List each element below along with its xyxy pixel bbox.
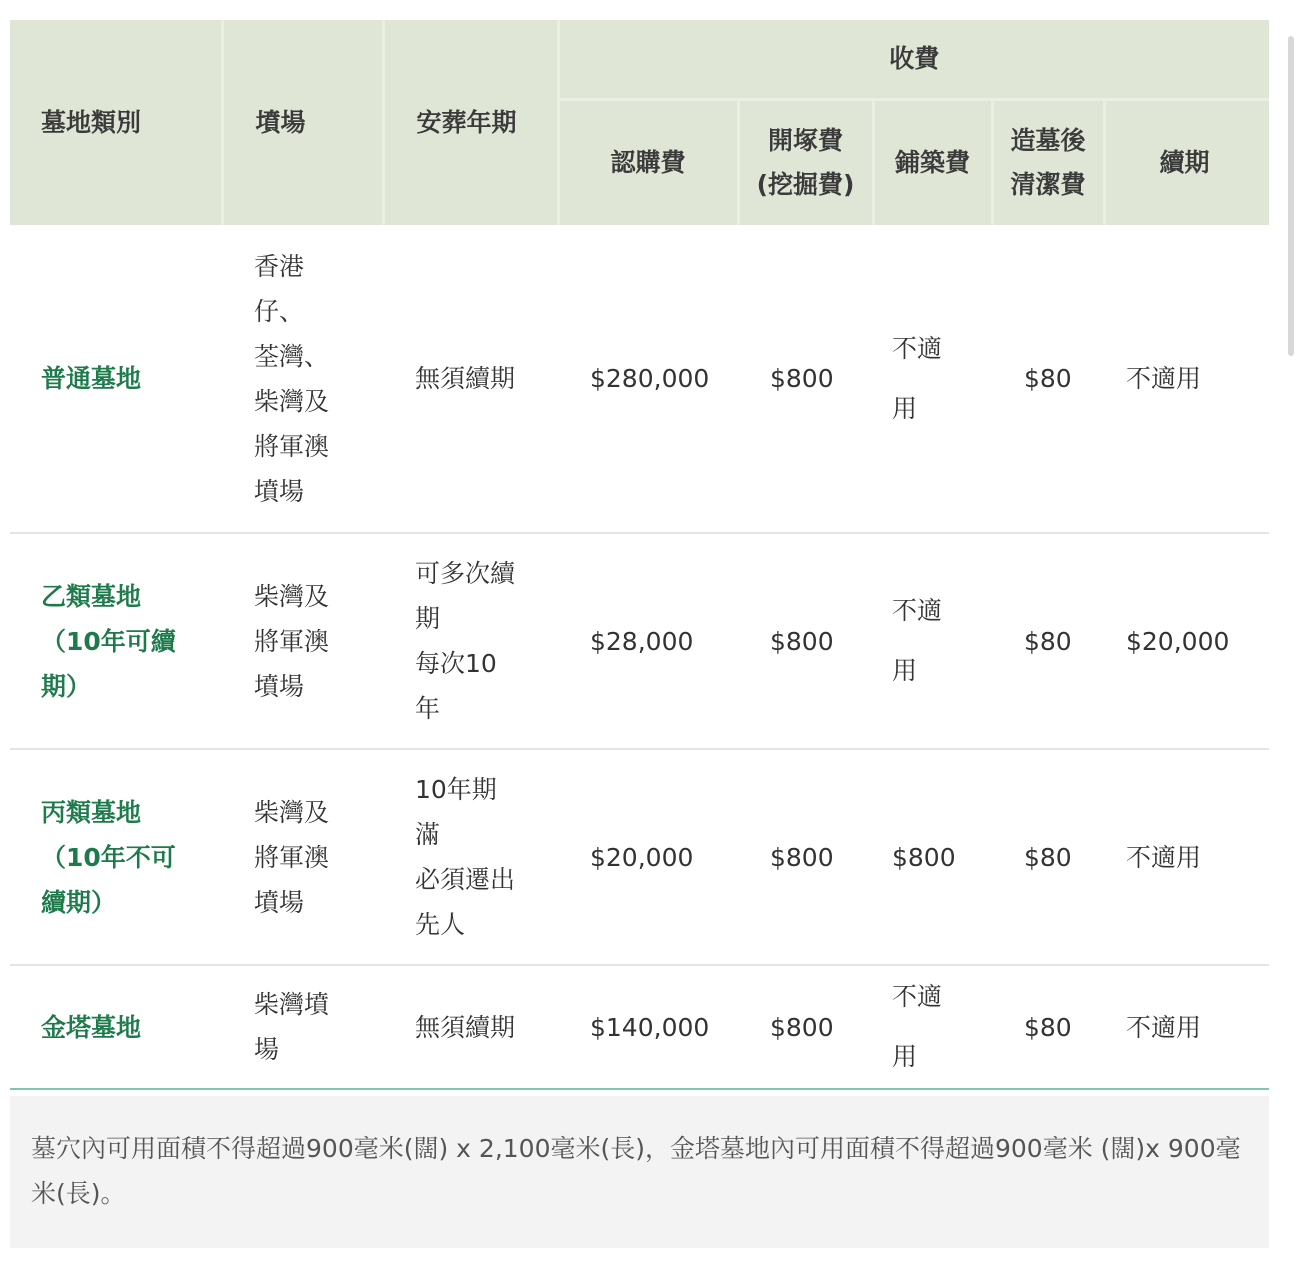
- row-type: 普通墓地: [10, 225, 222, 533]
- row-renewal-fee: 不適用: [1104, 965, 1269, 1089]
- table-header: [10, 20, 1269, 225]
- table-row: [10, 965, 1269, 1089]
- row-excavation-fee: $800: [738, 533, 873, 749]
- row-period: 可多次續 期 每次10 年: [383, 533, 558, 749]
- row-type: 金塔墓地: [10, 965, 222, 1089]
- row-excavation-fee: $800: [738, 965, 873, 1089]
- table-row: [10, 533, 1269, 749]
- row-period: 10年期 滿 必須遷出 先人: [383, 749, 558, 965]
- row-cemetery: 柴灣墳 場: [222, 965, 383, 1089]
- header-fees-group: 收費: [558, 20, 1269, 100]
- row-subscription-fee: $28,000: [558, 533, 738, 749]
- row-cemetery: 柴灣及 將軍澳 墳場: [222, 749, 383, 965]
- row-cemetery: 柴灣及 將軍澳 墳場: [222, 533, 383, 749]
- header-excavation-fee: 開塚費 (挖掘費): [738, 100, 873, 226]
- row-subscription-fee: $140,000: [558, 965, 738, 1089]
- row-renewal-fee: 不適用: [1104, 225, 1269, 533]
- header-cleaning-fee: 造墓後 清潔費: [992, 100, 1104, 226]
- page-scrollbar[interactable]: [1288, 36, 1294, 356]
- row-cleaning-fee: $80: [992, 965, 1104, 1089]
- header-type: 墓地類別: [10, 20, 222, 225]
- row-cemetery: 香港 仔、 荃灣、 柴灣及 將軍澳 墳場: [222, 225, 383, 533]
- row-type: 乙類墓地 （10年可續 期）: [10, 533, 222, 749]
- row-excavation-fee: $800: [738, 749, 873, 965]
- row-cleaning-fee: $80: [992, 225, 1104, 533]
- cemetery-fee-table-container: [10, 20, 1269, 1090]
- row-cleaning-fee: $80: [992, 749, 1104, 965]
- header-period: 安葬年期: [383, 20, 558, 225]
- row-paving-fee: 不適 用: [873, 965, 992, 1089]
- row-type: 丙類墓地 （10年不可 續期）: [10, 749, 222, 965]
- row-paving-fee: 不適 用: [873, 533, 992, 749]
- row-cleaning-fee: $80: [992, 533, 1104, 749]
- cemetery-fee-table: [10, 20, 1269, 1090]
- row-renewal-fee: 不適用: [1104, 749, 1269, 965]
- header-renewal-fee: 續期: [1104, 100, 1269, 226]
- row-paving-fee: $800: [873, 749, 992, 965]
- row-period: 無須續期: [383, 965, 558, 1089]
- table-footnote: 墓穴內可用面積不得超過900毫米(闊) x 2,100毫米(長)，金塔墓地內可用面積不得超過900毫米 (闊)x 900毫米(長)。: [10, 1096, 1269, 1248]
- table-row: [10, 225, 1269, 533]
- row-period: 無須續期: [383, 225, 558, 533]
- header-paving-fee: 鋪築費: [873, 100, 992, 226]
- row-excavation-fee: $800: [738, 225, 873, 533]
- table-body: [10, 225, 1269, 1089]
- row-subscription-fee: $280,000: [558, 225, 738, 533]
- table-row: [10, 749, 1269, 965]
- row-paving-fee: 不適 用: [873, 225, 992, 533]
- header-subscription-fee: 認購費: [558, 100, 738, 226]
- row-renewal-fee: $20,000: [1104, 533, 1269, 749]
- header-cemetery: 墳場: [222, 20, 383, 225]
- row-subscription-fee: $20,000: [558, 749, 738, 965]
